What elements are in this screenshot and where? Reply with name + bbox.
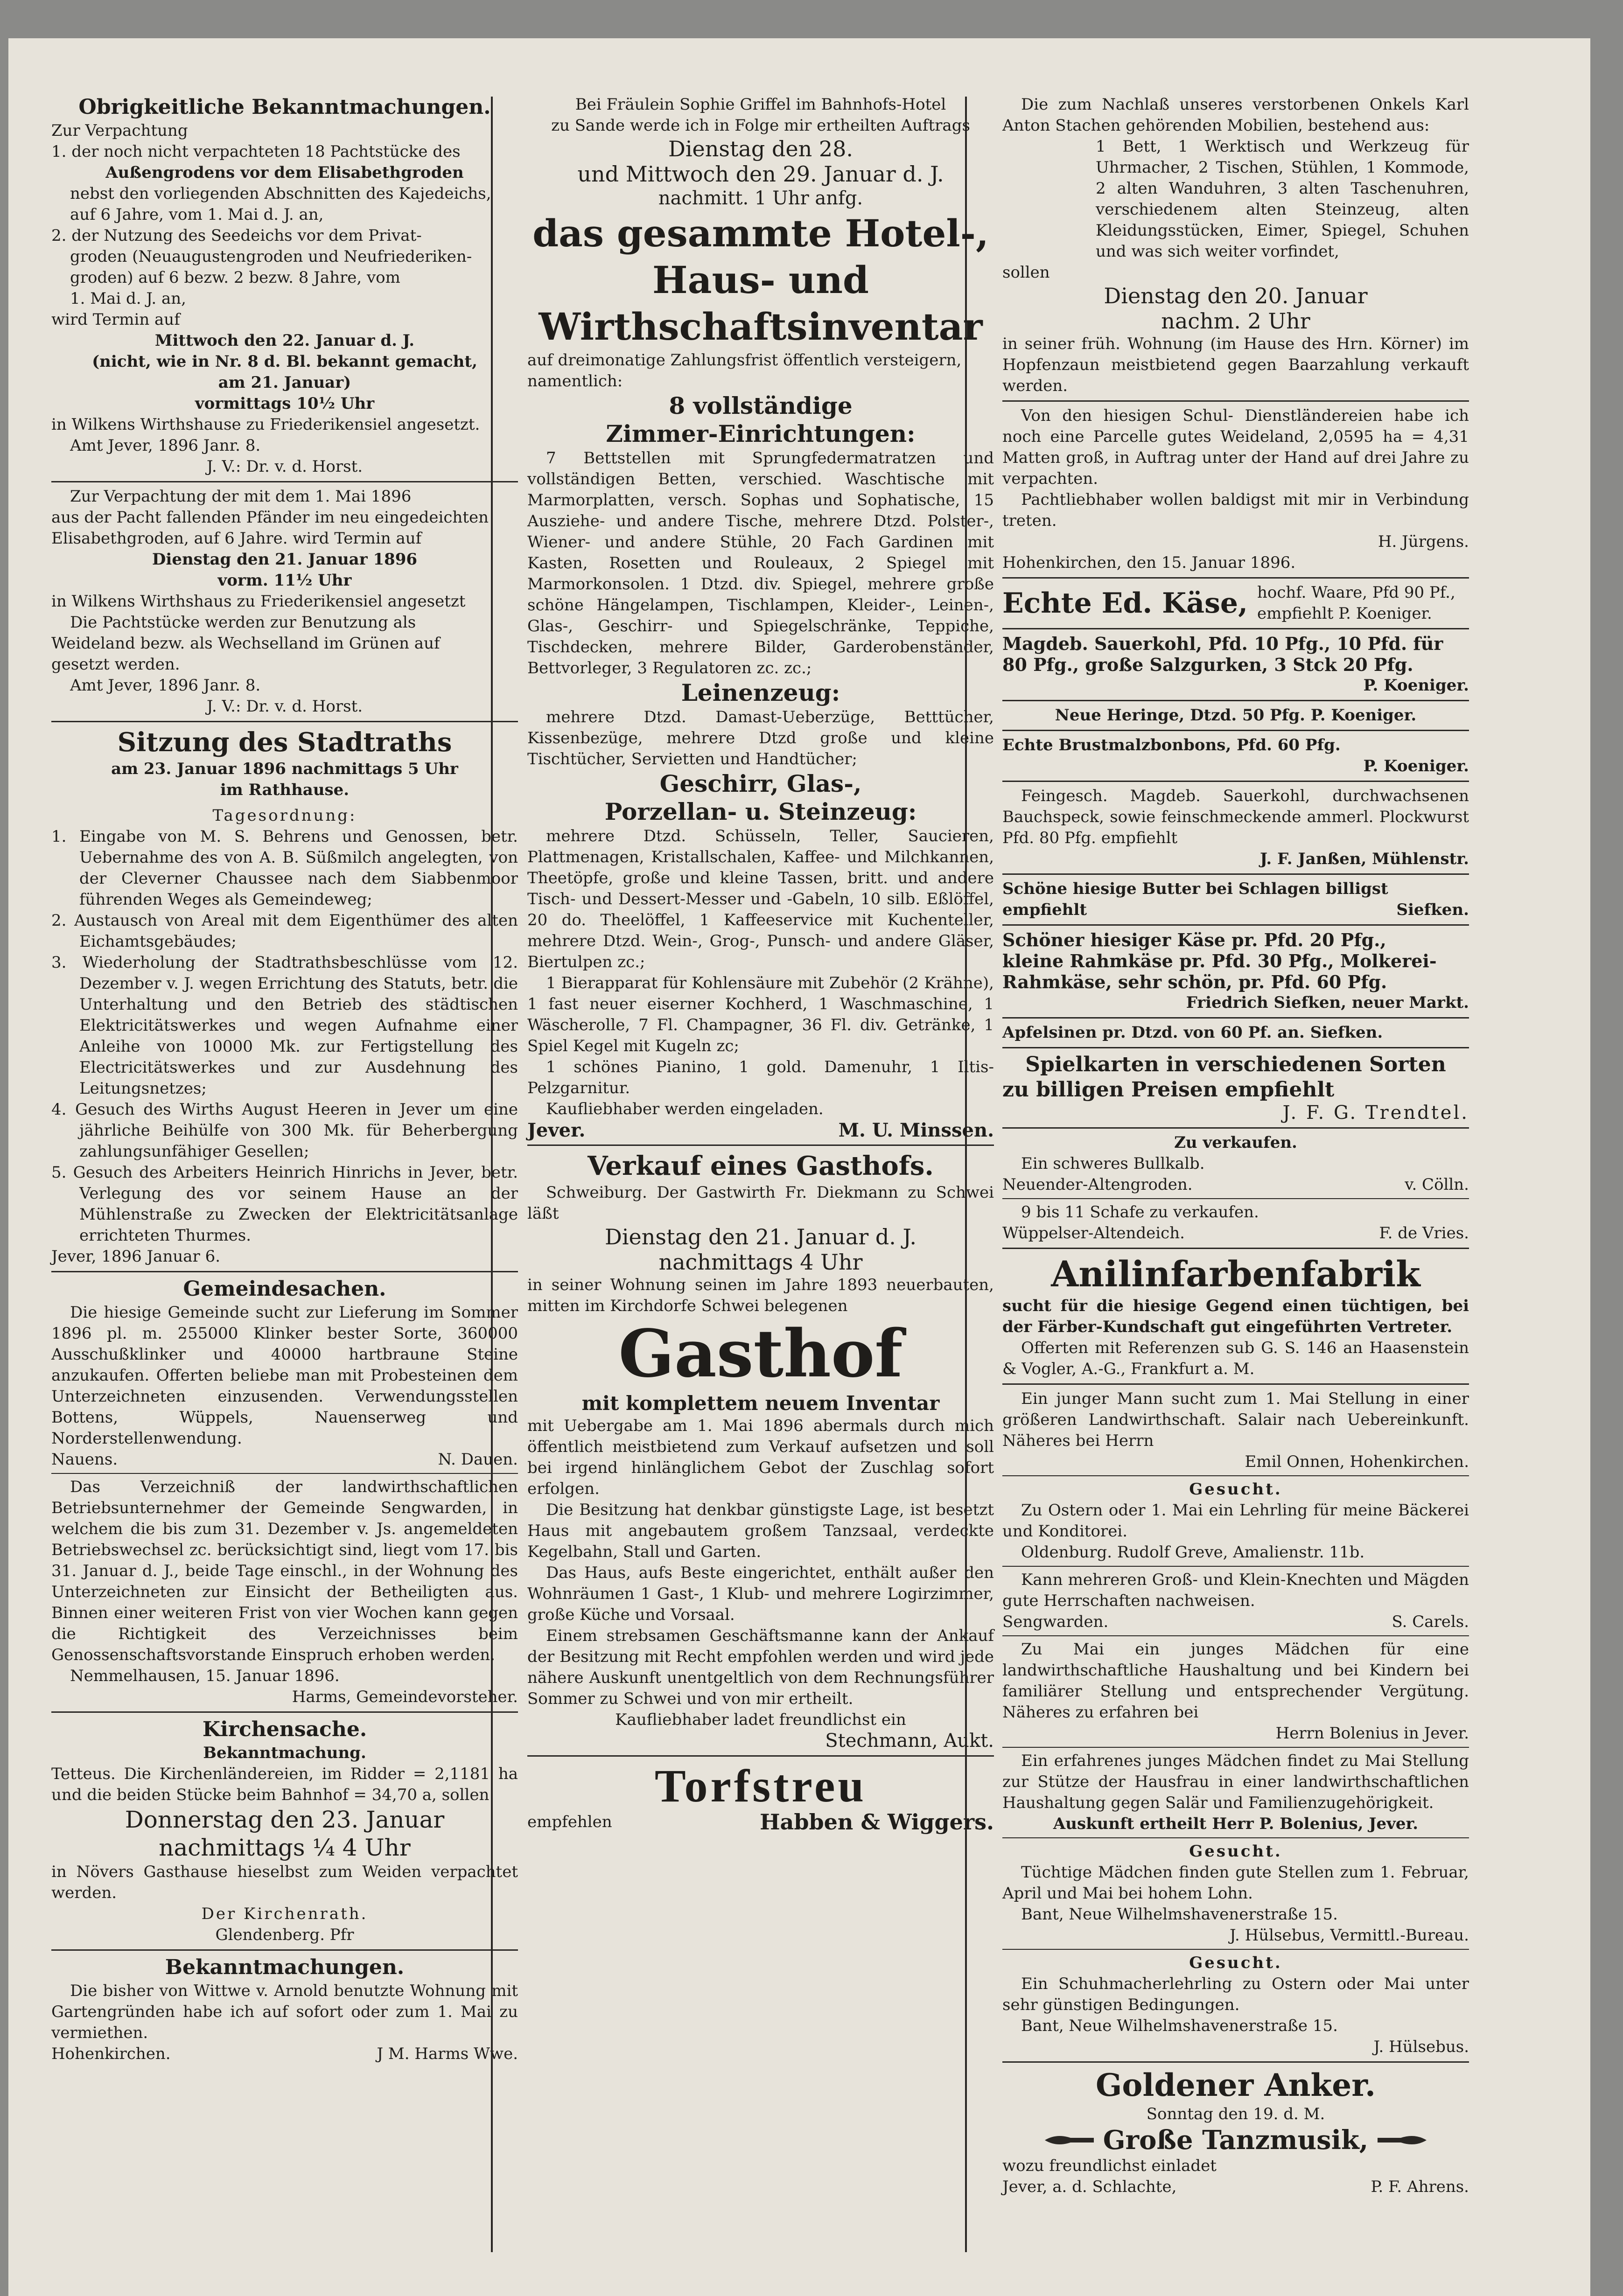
newspaper-page bbox=[8, 38, 1590, 2296]
text-line: groden) auf 6 bezw. 2 bezw. 8 Jahre, vom bbox=[70, 268, 400, 287]
text-line: mit komplettem neuem Inventar bbox=[581, 1392, 940, 1415]
place: Hohenkirchen. bbox=[51, 2045, 171, 2063]
notice-official bbox=[51, 94, 518, 477]
paragraph: Von den hiesigen Schul- Dienstländereien habe ich noch eine Parcelle gutes Weideland, 2,0595 ha = 4,31 Matten groß, in Auftrag unter der Hand auf drei Jahre zu verpachten. bbox=[1002, 406, 1469, 488]
divider bbox=[1002, 1198, 1469, 1199]
headline: Goldener Anker. bbox=[1096, 2067, 1376, 2103]
text-line: Tagesordnung: bbox=[212, 806, 357, 825]
text-line: und Mittwoch den 29. Januar d. J. bbox=[577, 161, 944, 187]
text-line: Rahmkäse, sehr schön, pr. Pfd. 60 Pfg. bbox=[1002, 971, 1387, 992]
column-1 bbox=[51, 94, 518, 2065]
section-title: Bekanntmachungen. bbox=[165, 1955, 405, 1979]
text-line: Mittwoch den 22. Januar d. J. bbox=[154, 331, 415, 350]
text-line: am 23. Januar 1896 nachmittags 5 Uhr bbox=[111, 760, 458, 778]
ad-sausage bbox=[1002, 786, 1469, 870]
ad-peat-litter bbox=[527, 1760, 994, 1833]
text-line: empfiehlt bbox=[1002, 900, 1087, 919]
headline: Haus- und bbox=[652, 258, 869, 302]
ad-housekeeper bbox=[1002, 1751, 1469, 1835]
agenda-item: 2. Austausch von Areal mit dem Eigenthümer des alten Eichamtsgebäudes; bbox=[51, 911, 518, 951]
divider bbox=[1002, 1949, 1469, 1950]
paragraph: Die hiesige Gemeinde sucht zur Lieferung im Sommer 1896 pl. m. 255000 Klinker bester Sorte, 360000 Ausschußklinker und 40000 hartbraune Steine anzukaufen. Offerten beliebe man mit Probesteinen dem Unterzeichneten einzusenden. Verwendungsstellen Bottens, Wüppels, Nauenserweg und Norderstellenwendung. bbox=[51, 1303, 518, 1448]
text-line: Nemmelhausen, 15. Januar 1896. bbox=[70, 1667, 340, 1685]
paragraph: 1 Bierapparat für Kohlensäure mit Zubehör (2 Krähne), 1 fast neuer eiserner Kochherd, 1 Waschmaschine, 1 Wäscherolle, 7 Fl. Champagner, 36 Fl. div. Getränke, 1 Spiel Kegel mit Kugeln zc; bbox=[527, 974, 994, 1055]
text-line: gesetzt werden. bbox=[51, 655, 180, 674]
signature: M. U. Minssen. bbox=[838, 1119, 994, 1141]
ad-for-sale-calf bbox=[1002, 1132, 1469, 1195]
text-line: nachmittags ¼ 4 Uhr bbox=[159, 1834, 411, 1861]
text-line: kleine Rahmkäse pr. Pfd. 30 Pfg., Molkerei- bbox=[1002, 950, 1437, 971]
paragraph: mehrere Dtzd. Schüsseln, Teller, Saucieren, Plattmenagen, Kristallschalen, Kaffee- und Milchkannen, Theetöpfe, große und kleine Tassen, britt. und andere Tisch- und Dessert-Messer und -Gabeln, 10 silb. Eßlöffel, 20 do. Theelöffel, 1 Kaffeeservice mit Kuchenteller, mehrere Dtzd. Wein-, Grog-, Punsch- und andere Gläser, Biertulpen zc.; bbox=[527, 827, 994, 971]
paragraph: Kann mehreren Groß- und Klein-Knechten und Mägden gute Herrschaften nachweisen. bbox=[1002, 1570, 1469, 1610]
paragraph: Feingesch. Magdeb. Sauerkohl, durchwachsenen Bauchspeck, sowie feinschmeckende ammerl. Plockwurst Pfd. 80 Pfg. empfiehlt bbox=[1002, 787, 1469, 847]
notice-lease bbox=[51, 486, 518, 717]
text-line: Echte Brustmalzbonbons, Pfd. 60 Pfg. bbox=[1002, 736, 1341, 754]
text-line: vorm. 11½ Uhr bbox=[217, 571, 352, 590]
headline: Zimmer-Einrichtungen: bbox=[606, 420, 916, 447]
text-line: auf 6 Jahre, vom 1. Mai d. J. an, bbox=[70, 205, 324, 224]
divider bbox=[1002, 1248, 1469, 1249]
text-line: Die Pachtstücke werden zur Benutzung als bbox=[70, 613, 416, 632]
place: Jever. bbox=[527, 1119, 586, 1141]
ad-playing-cards bbox=[1002, 1052, 1469, 1124]
text-line: Donnerstag den 23. Januar bbox=[125, 1806, 445, 1833]
ad-girl-wanted bbox=[1002, 1639, 1469, 1744]
notice-municipal bbox=[51, 1276, 518, 1708]
ad-local-cheese bbox=[1002, 929, 1469, 1013]
headline: Wirthschaftsinventar bbox=[539, 305, 983, 349]
text-line: Weideland bezw. als Wechselland im Grünen auf bbox=[51, 634, 440, 653]
signature: Herrn Bolenius in Jever. bbox=[1275, 1724, 1469, 1743]
ad-herring bbox=[1002, 705, 1469, 726]
text-line: zu billigen Preisen empfiehlt bbox=[1002, 1078, 1335, 1102]
paragraph: Einem strebsamen Geschäftsmanne kann der Ankauf der Besitzung mit Recht empfohlen werden und wird jede nähere Auskunft unentgeltlich von dem Rechnungsführer Sommer zu Schwei und von mir ertheilt. bbox=[527, 1626, 994, 1708]
paragraph: Zu Ostern oder 1. Mai ein Lehrling für meine Bäckerei und Konditorei. bbox=[1002, 1501, 1469, 1541]
headline: 8 vollständige bbox=[669, 392, 853, 419]
divider bbox=[1002, 781, 1469, 782]
headline: Geschirr, Glas-, bbox=[659, 770, 862, 797]
notice-announcements bbox=[51, 1954, 518, 2065]
section-title: Zu verkaufen. bbox=[1174, 1133, 1297, 1152]
ad-apprentice bbox=[1002, 1479, 1469, 1563]
text-line: Dienstag den 21. Januar 1896 bbox=[152, 550, 418, 569]
paragraph: 1 schönes Pianino, 1 gold. Damenuhr, 1 Iltis-Pelzgarnitur. bbox=[527, 1058, 994, 1097]
agenda-item: 3. Wiederholung der Stadtrathsbeschlüsse vom 12. Dezember v. J. wegen Errichtung des Statuts, betr. die Unterhaltung und den Betrieb des städtischen Elektricitätswerkes und wegen Aufnahme einer Anleihe von 10000 Mk. zur Fertigstellung des Electricitätswerkes und zur Ausdehnung des Leitungsnetzes; bbox=[51, 953, 518, 1098]
ad-cheese bbox=[1002, 582, 1469, 624]
ad-pasture-lease bbox=[1002, 405, 1469, 573]
divider bbox=[51, 481, 518, 482]
text-line: 1. der noch nicht verpachteten 18 Pachtstücke des bbox=[51, 142, 461, 161]
text-line: im Rathhause. bbox=[220, 781, 350, 799]
divider bbox=[1002, 924, 1469, 926]
text-line: Bant, Neue Wilhelmshavenerstraße 15. bbox=[1021, 2017, 1338, 2035]
divider bbox=[1002, 1383, 1469, 1385]
divider bbox=[1002, 577, 1469, 579]
ad-inn-sale bbox=[527, 1150, 994, 1752]
divider bbox=[1002, 700, 1469, 701]
text-line: Dienstag den 21. Januar d. J. bbox=[604, 1224, 917, 1249]
divider bbox=[1002, 2061, 1469, 2063]
text-line: 2. der Nutzung des Seedeichs vor dem Privat- bbox=[51, 226, 422, 245]
signature: Stechmann, Aukt. bbox=[825, 1730, 994, 1752]
text-line: Spielkarten in verschiedenen Sorten bbox=[1025, 1053, 1446, 1076]
divider bbox=[1002, 873, 1469, 875]
divider bbox=[527, 1755, 994, 1757]
agenda-item: 1. Eingabe von M. S. Behrens und Genossen, betr. Uebernahme des von A. B. Süßmilch angelegten, von der Cleverner Chaussee nach dem Siabbenmoor führenden Weges als Gemeindeweg; bbox=[51, 827, 518, 909]
text-line: Elisabethgroden, auf 6 Jahre. wird Termin auf bbox=[51, 529, 422, 548]
text-line: Schöne hiesige Butter bei Schlagen billigst bbox=[1002, 879, 1388, 898]
section-title: Sitzung des Stadtraths bbox=[117, 727, 452, 758]
paragraph: Ein Schuhmacherlehrling zu Ostern oder Mai unter sehr günstigen Bedingungen. bbox=[1002, 1975, 1469, 2014]
notice-city-council bbox=[51, 726, 518, 1267]
signature: P. Koeniger. bbox=[1363, 757, 1469, 775]
notice-church bbox=[51, 1717, 518, 1946]
divider bbox=[1002, 1475, 1469, 1476]
text-line: Dienstag den 28. bbox=[668, 136, 853, 161]
headline: Große Tanzmusik, bbox=[1103, 2125, 1369, 2156]
text-line: Dienstag den 20. Januar bbox=[1104, 283, 1368, 308]
section-title: Gemeindesachen. bbox=[183, 1277, 386, 1301]
signature: J M. Harms Wwe. bbox=[377, 2045, 518, 2063]
paragraph: Ein erfahrenes junges Mädchen findet zu Mai Stellung zur Stütze der Hausfrau in einer landwirthschaftlichen Haushaltung gegen Salär und Familienzugehörigkeit. bbox=[1002, 1752, 1469, 1812]
headline: Anilinfarbenfabrik bbox=[1051, 1253, 1420, 1295]
text-line: Kaufliebhaber werden eingeladen. bbox=[546, 1100, 824, 1118]
signature: Harms, Gemeindevorsteher. bbox=[292, 1688, 518, 1706]
divider bbox=[51, 1271, 518, 1272]
text-line: in Wilkens Wirthshause zu Friederikensiel angesetzt. bbox=[51, 415, 480, 434]
text-line: 9 bis 11 Schafe zu verkaufen. bbox=[1021, 1203, 1259, 1221]
text-line: nachmittags 4 Uhr bbox=[658, 1249, 863, 1275]
text-line: Jever, 1896 Januar 6. bbox=[51, 1247, 221, 1266]
text-line: Neue Heringe, Dtzd. 50 Pfg. P. Koeniger. bbox=[1055, 706, 1417, 725]
column-3 bbox=[1002, 94, 1469, 2198]
paragraph: Offerten mit Referenzen sub G. S. 146 an Haasenstein & Vogler, A.-G., Frankfurt a. M. bbox=[1002, 1339, 1469, 1378]
ad-bonbons bbox=[1002, 735, 1469, 777]
paragraph: mehrere Dtzd. Damast-Ueberzüge, Betttücher, Kissenbezüge, mehrere Dtzd große und kleine Tischtücher, Servietten und Handtücher; bbox=[527, 708, 994, 768]
text-line: Hohenkirchen, den 15. Januar 1896. bbox=[1002, 553, 1296, 572]
signature: J. F. G. Trendtel. bbox=[1282, 1102, 1469, 1124]
paragraph: Tetteus. Die Kirchenländereien, im Ridder = 2,1181 ha und die beiden Stücke beim Bahnhof = 34,70 a, sollen bbox=[51, 1765, 518, 1804]
text-line: Schöner hiesiger Käse pr. Pfd. 20 Pfg., bbox=[1002, 929, 1386, 950]
divider bbox=[527, 1145, 994, 1146]
ad-hotel-auction bbox=[527, 94, 994, 1141]
place: Jever, a. d. Schlachte, bbox=[1002, 2177, 1177, 2196]
headline: Gasthof bbox=[618, 1316, 903, 1392]
divider bbox=[1002, 1635, 1469, 1636]
text-line: (nicht, wie in Nr. 8 d. Bl. bekannt gemacht, bbox=[92, 352, 477, 371]
text-line: groden (Neuaugustengroden und Neufriederiken- bbox=[70, 247, 472, 266]
signature: Habben & Wiggers. bbox=[760, 1809, 994, 1835]
paragraph: Ein junger Mann sucht zum 1. Mai Stellung in einer größeren Landwirthschaft. Salair nach Uebereinkunft. Näheres bei Herrn bbox=[1002, 1389, 1469, 1450]
divider bbox=[1002, 1747, 1469, 1748]
place: Sengwarden. bbox=[1002, 1612, 1109, 1631]
text-line: Magdeb. Sauerkohl, Pfd. 10 Pfg., 10 Pfd. für bbox=[1002, 633, 1443, 654]
hand-pointer-icon bbox=[1042, 2131, 1098, 2149]
text-line: Außengrodens vor dem Elisabethgroden bbox=[105, 163, 464, 182]
section-title: Kirchensache. bbox=[202, 1717, 367, 1741]
text-line: Sonntag den 19. d. M. bbox=[1146, 2105, 1325, 2123]
ad-oranges bbox=[1002, 1022, 1469, 1043]
ad-young-man bbox=[1002, 1389, 1469, 1473]
ad-farmhands bbox=[1002, 1570, 1469, 1633]
text-line: nachmitt. 1 Uhr anfg. bbox=[658, 188, 863, 209]
text-line: Bei Fräulein Sophie Griffel im Bahnhofs-Hotel bbox=[575, 95, 946, 114]
text-line: Bant, Neue Wilhelmshavenerstraße 15. bbox=[1021, 1905, 1338, 1924]
hand-pointer-icon bbox=[1373, 2131, 1429, 2149]
headline: Verkauf eines Gasthofs. bbox=[588, 1151, 934, 1181]
divider bbox=[1002, 628, 1469, 629]
paragraph: Die zum Nachlaß unseres verstorbenen Onkels Karl Anton Stachen gehörenden Mobilien, bestehend aus: bbox=[1002, 95, 1469, 135]
text-line: Zur Verpachtung bbox=[51, 121, 188, 140]
divider bbox=[1002, 1047, 1469, 1048]
signature: J. Hülsebus, Vermittl.-Bureau. bbox=[1230, 1926, 1469, 1945]
paragraph: Tüchtige Mädchen finden gute Stellen zum 1. Februar, April und Mai bei hohem Lohn. bbox=[1002, 1863, 1469, 1903]
paragraph: 7 Bettstellen mit Sprungfedermatratzen und vollständigen Betten, verschied. Waschtische mit Marmorplatten, versch. Sophas und Sophatische, 15 Ausziehe- und andere Tische, mehrere Dtzd. Polster-, Wiener- und andere Stühle, 20 Fach Gardinen mit Kasten, Rosetten und Rouleaux, 2 Spiegel mit Marmorkonsolen. 1 Dtzd. div. Spiegel, mehrere große schöne Hängelampen, Tischlampen, Kleider-, Leinen-, Glas-, Geschirr- und Spiegelschränke, Teppiche, Tischdecken, mehrere Bilder, Garderobenständer, Bettvorleger, 3 Regulatoren zc. zc.; bbox=[527, 449, 994, 677]
paragraph: Pachtliebhaber wollen baldigst mit mir in Verbindung treten. bbox=[1002, 490, 1469, 530]
signature: P. F. Ahrens. bbox=[1371, 2177, 1469, 2196]
signature: H. Jürgens. bbox=[1378, 532, 1469, 551]
paragraph: Schweiburg. Der Gastwirth Fr. Diekmann zu Schwei läßt bbox=[527, 1183, 994, 1223]
paragraph: mit Uebergabe am 1. Mai 1896 abermals durch mich öffentlich meistbietend zum Verkauf aufsetzen und soll bei irgend hinlänglichem Gebot der Zuschlag sofort erfolgen. bbox=[527, 1417, 994, 1498]
text-line: Amt Jever, 1896 Janr. 8. bbox=[70, 436, 261, 455]
text-line: am 21. Januar) bbox=[218, 373, 351, 392]
text-line: wozu freundlichst einladet bbox=[1002, 2156, 1217, 2175]
signature: Oldenburg. Rudolf Greve, Amalienstr. 11b. bbox=[1021, 1543, 1365, 1562]
paragraph: in seiner Wohnung seinen im Jahre 1893 neuerbauten, mitten im Kirchdorfe Schwei belegenen bbox=[527, 1276, 994, 1315]
ad-sheep bbox=[1002, 1202, 1469, 1244]
ad-sauerkraut bbox=[1002, 633, 1469, 696]
headline: Torfstreu bbox=[655, 1760, 867, 1812]
headline: Echte Ed. Käse, bbox=[1002, 587, 1248, 620]
divider bbox=[51, 1473, 518, 1474]
place: Nauens. bbox=[51, 1450, 118, 1469]
paragraph: Die bisher von Wittwe v. Arnold benutzte Wohnung mit Gartengründen habe ich auf sofort oder zum 1. Mai zu vermiethen. bbox=[51, 1982, 518, 2042]
ad-shoemaker-apprentice bbox=[1002, 1953, 1469, 2058]
signature: Auskunft ertheilt Herr P. Bolenius, Jever. bbox=[1053, 1814, 1419, 1833]
signature: v. Cölln. bbox=[1405, 1175, 1469, 1194]
section-title: Gesucht. bbox=[1189, 1480, 1282, 1499]
ad-estate-auction bbox=[1002, 94, 1469, 397]
section-title: Gesucht. bbox=[1189, 1842, 1282, 1861]
text-line: Amt Jever, 1896 Janr. 8. bbox=[70, 676, 261, 695]
signature: S. Carels. bbox=[1392, 1612, 1469, 1631]
column-2 bbox=[527, 94, 994, 1833]
divider bbox=[51, 1711, 518, 1713]
paragraph: sucht für die hiesige Gegend einen tüchtigen, bei der Färber-Kundschaft gut eingeführten Vertreter. bbox=[1002, 1297, 1469, 1336]
divider bbox=[1002, 1017, 1469, 1019]
agenda-item: 4. Gesuch des Wirths August Heeren in Jever um eine jährliche Beihülfe von 300 Mk. für Beherbergung zahlungsunfähiger Gesellen; bbox=[51, 1100, 518, 1161]
text-line: aus der Pacht fallenden Pfänder im neu eingedeichten bbox=[51, 508, 489, 527]
paragraph: Das Haus, aufs Beste eingerichtet, enthält außer den Wohnräumen 1 Gast-, 1 Klub- und mehrere Logirzimmer, große Küche und Vorsaal. bbox=[527, 1563, 994, 1624]
text-line: wird Termin auf bbox=[51, 310, 180, 329]
text-line: vormittags 10½ Uhr bbox=[195, 394, 375, 413]
place: Wüppelser-Altendeich. bbox=[1002, 1224, 1185, 1242]
text-line: 80 Pfg., große Salzgurken, 3 Stck 20 Pfg. bbox=[1002, 654, 1413, 675]
text-line: Kaufliebhaber ladet freundlichst ein bbox=[615, 1710, 906, 1729]
signature: Der Kirchenrath. bbox=[201, 1905, 368, 1923]
divider bbox=[51, 1949, 518, 1951]
text-line: Zur Verpachtung der mit dem 1. Mai 1896 bbox=[70, 487, 412, 506]
text-line: empfehlen bbox=[527, 1813, 612, 1831]
text-line: hochf. Waare, Pfd 90 Pf., empfiehlt P. Koeniger. bbox=[1257, 583, 1455, 623]
text-line: nachm. 2 Uhr bbox=[1161, 308, 1310, 334]
ad-maids-wanted bbox=[1002, 1841, 1469, 1946]
paragraph: in Növers Gasthause hieselbst zum Weiden verpachtet werden. bbox=[51, 1863, 518, 1902]
signature: Siefken. bbox=[1396, 900, 1469, 919]
ad-dye-factory bbox=[1002, 1253, 1469, 1380]
signature: Emil Onnen, Hohenkirchen. bbox=[1245, 1452, 1469, 1471]
section-title: Obrigkeitliche Bekanntmachungen. bbox=[78, 95, 491, 119]
paragraph: Die Besitzung hat denkbar günstigste Lage, ist besetzt Haus mit angebautem großem Tanzsaal, verdeckte Kegelbahn, Stall und Garten. bbox=[527, 1500, 994, 1561]
signature: J. F. Janßen, Mühlenstr. bbox=[1259, 850, 1469, 868]
section-title: Gesucht. bbox=[1189, 1954, 1282, 1972]
paragraph: in seiner früh. Wohnung (im Hause des Hrn. Körner) im Hopfenzaun meistbietend gegen Baarzahlung verkauft werden. bbox=[1002, 335, 1469, 395]
ad-butter bbox=[1002, 879, 1469, 921]
paragraph: Das Verzeichniß der landwirthschaftlichen Betriebsunternehmer der Gemeinde Sengwarden, in welchem die bis zum 31. Dezember v. Js. angemeldeten Betriebswechsel zc. berücksichtigt sind, liegt vom 17. bis 31. Januar d. J., beide Tage einschl., in der Wohnung des Unterzeichneten zur Einsicht der Betheiligten aus. Binnen einer weiteren Frist von vier Wochen kann gegen die Richtigkeit des Verzeichnisses beim Genossenschaftsvorstande Einspruch erhoben werden. bbox=[51, 1478, 518, 1664]
headline: das gesammte Hotel-, bbox=[532, 211, 989, 255]
text-line: 1. Mai d. J. an, bbox=[70, 289, 186, 308]
text-line: nebst den vorliegenden Abschnitten des Kajedeichs, bbox=[70, 184, 491, 203]
text-line: zu Sande werde ich in Folge mir ertheilten Auftrags bbox=[551, 116, 970, 135]
agenda-item: 5. Gesuch des Arbeiters Heinrich Hinrichs in Jever, betr. Verlegung des vor seinem Hause an der Mühlenstraße zu Zwecken der Elektricitätsanlage errichteten Thurmes. bbox=[51, 1163, 518, 1245]
headline: Porzellan- u. Steinzeug: bbox=[604, 798, 917, 825]
signature: F. de Vries. bbox=[1379, 1224, 1469, 1242]
signature: J. V.: Dr. v. d. Horst. bbox=[206, 457, 363, 476]
divider bbox=[1002, 1127, 1469, 1129]
divider bbox=[1002, 1566, 1469, 1567]
divider bbox=[51, 721, 518, 722]
headline: Leinenzeug: bbox=[681, 679, 840, 706]
divider bbox=[1002, 1837, 1469, 1838]
signature: J. Hülsebus. bbox=[1373, 2038, 1469, 2056]
divider bbox=[1002, 400, 1469, 402]
signature: Friedrich Siefken, neuer Markt. bbox=[1186, 993, 1469, 1012]
place: Neuender-Altengroden. bbox=[1002, 1175, 1193, 1194]
text-line: Ein schweres Bullkalb. bbox=[1021, 1154, 1205, 1173]
signature: J. V.: Dr. v. d. Horst. bbox=[206, 697, 363, 716]
paragraph: Zu Mai ein junges Mädchen für eine landwirthschaftliche Haushaltung und bei Kindern bei familiärer Stellung und entsprechender Vergütung. Näheres zu erfahren bei bbox=[1002, 1640, 1469, 1722]
text-line: namentlich: bbox=[527, 372, 623, 391]
signature: Glendenberg. Pfr bbox=[215, 1926, 354, 1944]
subtitle: Bekanntmachung. bbox=[203, 1744, 366, 1762]
paragraph: 1 Bett, 1 Werktisch und Werkzeug für Uhrmacher, 2 Tischen, Stühlen, 1 Kommode, 2 alten Wanduhren, 3 alten Taschenuhren, verschiedenem alten Steinzeug, alten Kleidungsstücken, Eimer, Spiegel, Schuhen und was sich weiter vorfindet, bbox=[1096, 137, 1469, 261]
text-line: Apfelsinen pr. Dtzd. von 60 Pf. an. Siefken. bbox=[1002, 1023, 1383, 1042]
text-line: in Wilkens Wirthshaus zu Friederikensiel angesetzt bbox=[51, 592, 466, 611]
signature: P. Koeniger. bbox=[1363, 676, 1469, 695]
signature: N. Dauen. bbox=[438, 1450, 518, 1469]
divider bbox=[1002, 730, 1469, 731]
text-line: sollen bbox=[1002, 263, 1050, 282]
text-line: auf dreimonatige Zahlungsfrist öffentlich versteigern, bbox=[527, 351, 962, 370]
ad-golden-anchor bbox=[1002, 2066, 1469, 2198]
